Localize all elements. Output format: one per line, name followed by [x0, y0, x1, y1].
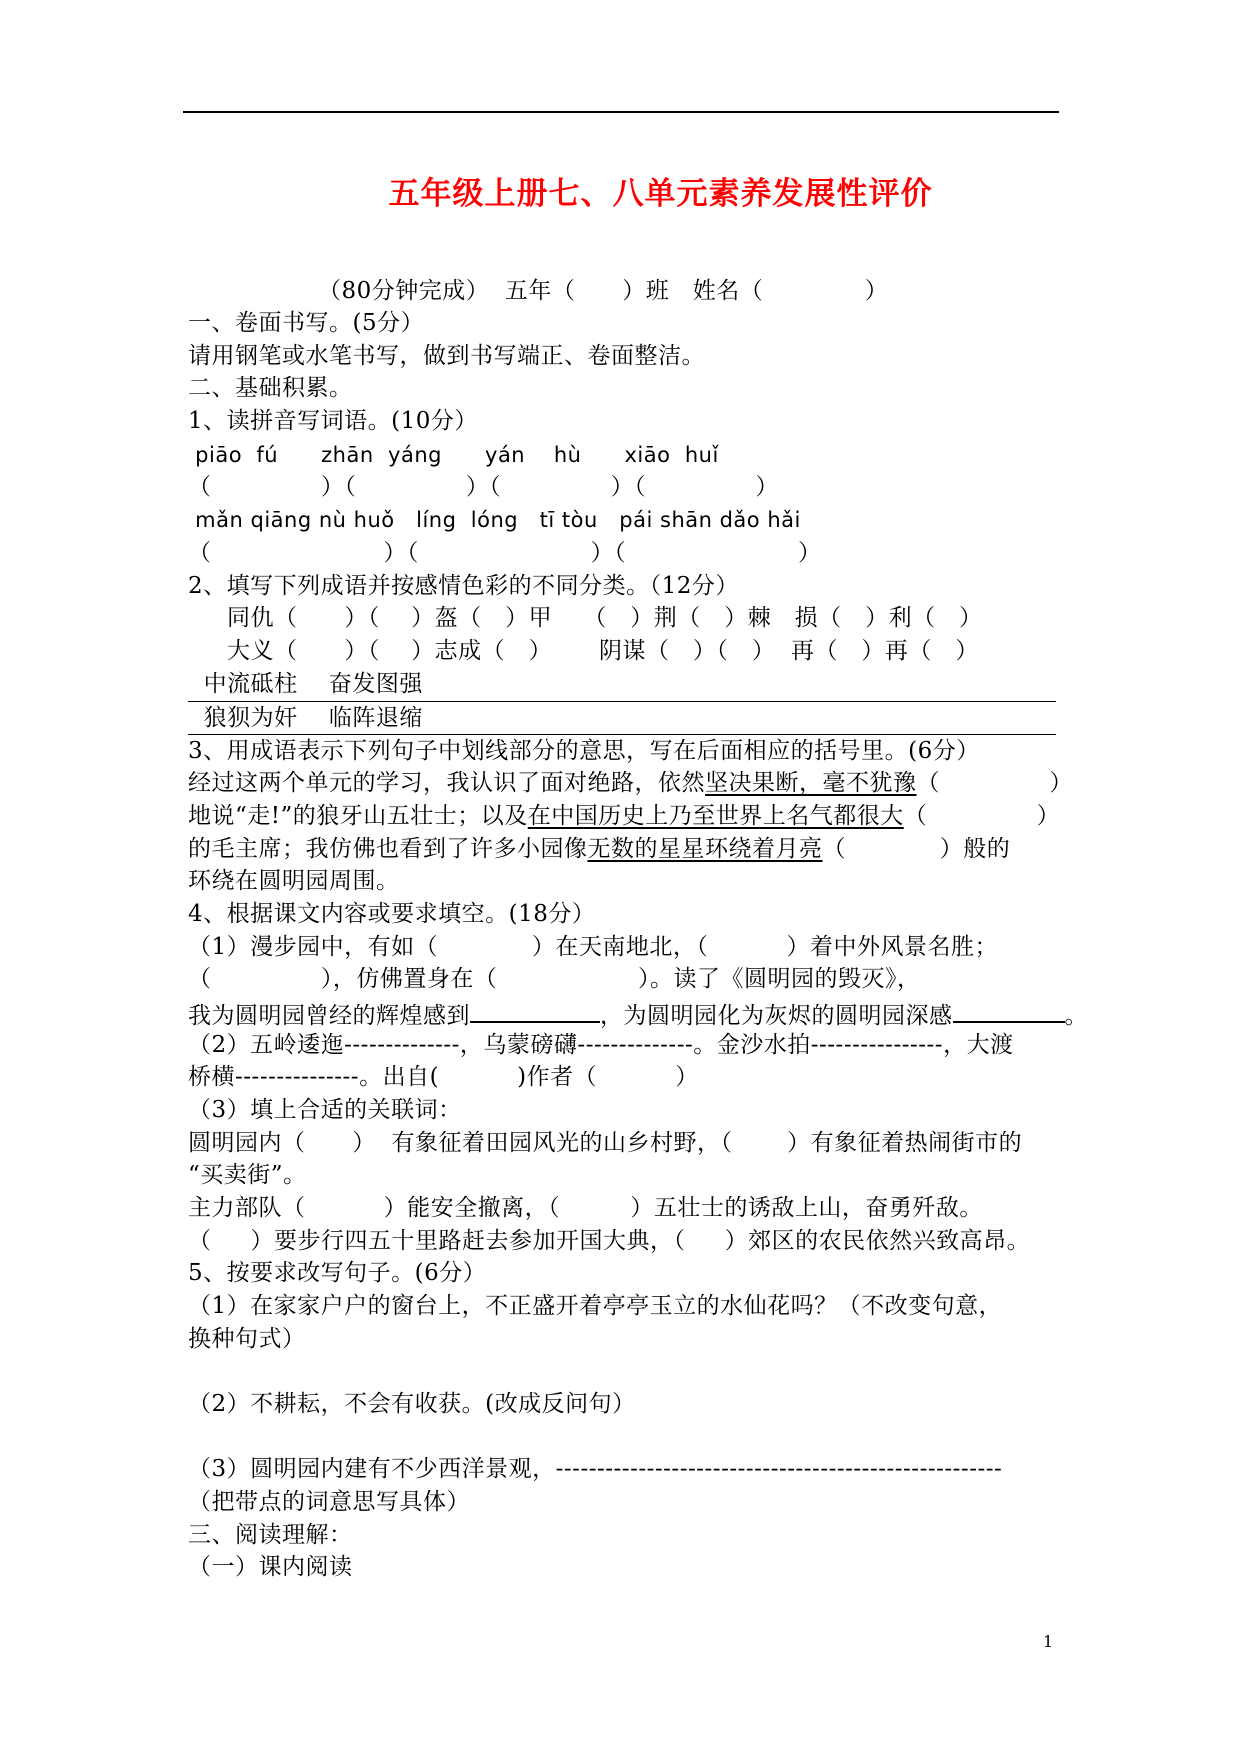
q2-idiom-row-1: 同仇（ ）（ ）盔（ ）甲 （ ）荆（ ）棘 损（ ）利（ ）	[188, 605, 983, 631]
page-title: 五年级上册七、八单元素养发展性评价	[388, 176, 933, 212]
q5-part1-line-2: 换种句式）	[188, 1326, 306, 1352]
q4-part3-line-2: “买卖街”。	[188, 1162, 307, 1188]
q4-part1-line-1: （1）漫步园中，有如（ ）在天南地北，（ ）着中外风景名胜；	[188, 934, 998, 960]
q3-underline-3: 无数的星星环绕着月亮	[587, 836, 823, 862]
q2-divider-2	[188, 734, 1056, 735]
q3-underline-1: 坚决果断，毫不犹豫	[705, 770, 917, 796]
q4-part1-line-3: 我为圆明园曾经的辉煌感到 ，为圆明园化为灰烬的圆明园深感 。	[188, 997, 1088, 1031]
q3-line-1: 经过这两个单元的学习，我认识了面对绝路，依然坚决果断，毫不犹豫（ ）	[188, 770, 1073, 796]
q2-idiom-row-2: 大义（ ）（ ）志成（ ） 阴谋（ ）（ ） 再（ ）再（ ）	[188, 638, 979, 664]
q2-divider-1	[188, 701, 1056, 702]
q1-pinyin-row-1: piāo fú zhān yáng yán hù xiāo huǐ	[188, 443, 719, 467]
q4-part3-line-1: 圆明园内（ ） 有象征着田园风光的山乡村野，（ ）有象征着热闹街市的	[188, 1130, 1023, 1156]
q2-class-row-1: 中流砥柱 奋发图强	[188, 671, 423, 697]
section-1-text: 请用钢笔或水笔书写，做到书写端正、卷面整洁。	[188, 343, 705, 369]
q3-line-4: 环绕在圆明园周围。	[188, 868, 400, 894]
section-1-heading: 一、卷面书写。(5分）	[188, 310, 425, 336]
q3-line-2: 地说“走!”的狼牙山五壮士；以及在中国历史上乃至世界上名气都很大（ ）	[188, 803, 1061, 829]
q5-part3-line-1: （3）圆明园内建有不少西洋景观，------------------------------------------------------	[188, 1456, 1003, 1482]
q4-part2-line-2: 桥横---------------。出自( )作者（ ）	[188, 1064, 699, 1090]
section-2-heading: 二、基础积累。	[188, 375, 353, 401]
q2-heading: 2、填写下列成语并按感情色彩的不同分类。（12分）	[188, 573, 739, 599]
q4-part2-line-1: （2）五岭逶迤--------------，乌蒙磅礴--------------。金沙水拍----------------，大渡	[188, 1032, 1014, 1058]
q5-heading: 5、按要求改写句子。(6分）	[188, 1260, 487, 1286]
exam-info: （80分钟完成） 五年（ ）班 姓名（ ）	[318, 278, 889, 304]
answer-blank	[953, 997, 1065, 1023]
answer-blank	[470, 997, 600, 1023]
q5-part1-line-1: （1）在家家户户的窗台上，不正盛开着亭亭玉立的水仙花吗？（不改变句意，	[188, 1293, 1003, 1319]
q4-part3-heading: （3）填上合适的关联词：	[188, 1097, 462, 1123]
q1-pinyin-row-2: mǎn qiāng nù huǒ líng lóng tī tòu pái shān dǎo hǎi	[188, 508, 801, 532]
q4-part3-line-3: 主力部队（ ）能安全撤离，（ ）五壮士的诱敌上山，奋勇歼敌。	[188, 1195, 983, 1221]
q4-part1-line-2: （ ），仿佛置身在（ ）。读了《圆明园的毁灭》，	[188, 966, 921, 992]
q1-heading: 1、读拼音写词语。(10分）	[188, 408, 478, 434]
page-number: 1	[1043, 1632, 1054, 1651]
q3-line-3: 的毛主席；我仿佛也看到了许多小园像无数的星星环绕着月亮（ ）般的	[188, 836, 1011, 862]
q3-underline-2: 在中国历史上乃至世界上名气都很大	[527, 803, 904, 829]
top-rule	[183, 111, 1059, 113]
q4-heading: 4、根据课文内容或要求填空。(18分）	[188, 901, 596, 927]
q1-answer-row-2: （ ）（ ）（ ）	[188, 540, 822, 566]
q1-answer-row-1: （ ）（ ）（ ）（ ）	[188, 474, 779, 500]
q4-part3-line-4: （ ）要步行四五十里路赶去参加开国大典，（ ）郊区的农民依然兴致高昂。	[188, 1228, 1031, 1254]
q2-class-row-2: 狼狈为奸 临阵退缩	[188, 705, 423, 731]
section-3-sub-1: （一）课内阅读	[188, 1554, 353, 1580]
section-3-heading: 三、阅读理解：	[188, 1522, 353, 1548]
q3-heading: 3、用成语表示下列句子中划线部分的意思，写在后面相应的括号里。(6分）	[188, 738, 980, 764]
q5-part2: （2）不耕耘，不会有收获。(改成反问句）	[188, 1391, 636, 1417]
q5-part3-line-2: （把带点的词意思写具体）	[188, 1489, 470, 1515]
